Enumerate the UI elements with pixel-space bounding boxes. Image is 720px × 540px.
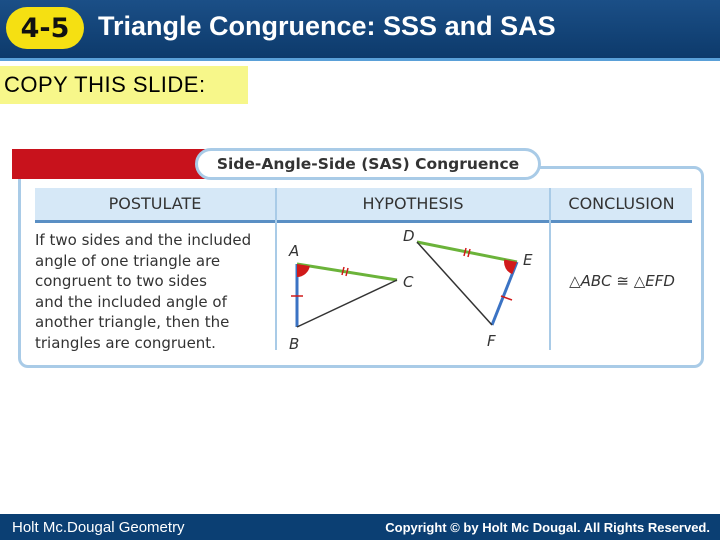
postulate-box-title: Side-Angle-Side (SAS) Congruence	[195, 148, 541, 180]
postulate-line: If two sides and the included	[35, 231, 252, 249]
hypothesis-diagram	[277, 222, 549, 354]
tick-mark	[468, 249, 470, 257]
header-bar	[0, 0, 720, 61]
column-divider	[549, 188, 551, 350]
accent-bar	[12, 149, 208, 179]
footer-copyright: Copyright © by Holt Mc Dougal. All Rights Reserved.	[385, 520, 710, 535]
postulate-line: and the included angle of	[35, 292, 227, 311]
angle-e-mark	[504, 260, 517, 275]
column-header-conclusion: CONCLUSION	[568, 194, 675, 213]
vertex-label-e: E	[523, 251, 533, 269]
vertex-label-b: B	[289, 335, 300, 353]
lesson-badge: 4-5	[6, 7, 84, 49]
postulate-line: congruent to two sides	[35, 272, 207, 290]
vertex-label-d: D	[403, 227, 415, 245]
vertex-label-a: A	[289, 242, 300, 260]
footer-course: Holt Mc.Dougal Geometry	[12, 519, 185, 536]
tick-mark	[342, 267, 344, 275]
angle-a-mark	[297, 264, 310, 277]
postulate-line: angle of one triangle are	[35, 251, 221, 270]
vertex-label-c: C	[403, 273, 414, 291]
postulate-line: another triangle, then the	[35, 313, 230, 331]
table-header	[35, 188, 692, 223]
tick-mark	[464, 248, 466, 256]
column-header-postulate: POSTULATE	[108, 194, 202, 213]
postulate-text	[35, 230, 275, 353]
column-header-hypothesis: HYPOTHESIS	[362, 194, 464, 213]
footer-bar	[0, 514, 720, 540]
tick-mark	[346, 268, 348, 276]
conclusion-statement: △ABC ≅ △EFD	[569, 272, 675, 290]
copy-banner: COPY THIS SLIDE:	[0, 66, 248, 104]
postulate-line: triangles are congruent.	[35, 333, 216, 352]
side-bc	[297, 280, 397, 327]
vertex-label-f: F	[487, 332, 496, 350]
slide-title: Triangle Congruence: SSS and SAS	[98, 11, 556, 41]
